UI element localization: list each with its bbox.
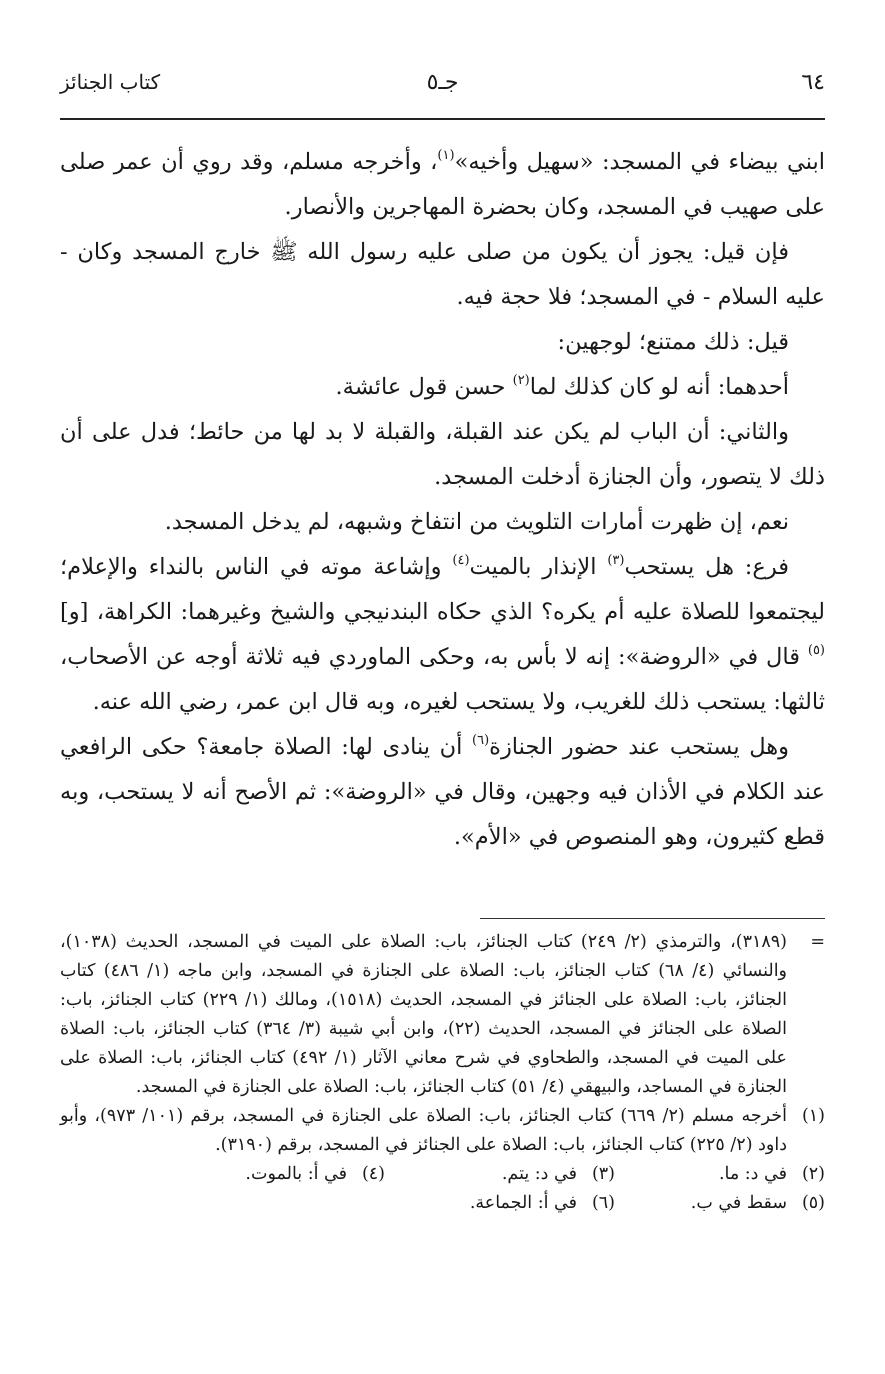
paragraph-2: فإن قيل: يجوز أن يكون من صلى عليه رسول الله ﷺ خارج المسجد وكان - عليه السلام - في المسجد؛ فلا حجة فيه.: [60, 239, 825, 310]
paragraph-1: ابني بيضاء في المسجد: «سهيل وأخيه»$^{(١)}$، وأخرجه مسلم، وقد روي أن عمر صلى على صهيب في المسجد، وكان بحضرة المهاجرين والأنصار.: [60, 148, 825, 220]
paragraph-6: نعم، إن ظهرت أمارات التلويث من انتفاخ وشبهه، لم يدخل المسجد.: [164, 509, 789, 535]
footnote-text: (٣١٨٩)، والترمذي (٢/ ٢٤٩) كتاب الجنائز، باب: الصلاة على الميت في المسجد، الحديث (١٠٣٨)، والنسائي (٤/ ٦٨) كتاب الجنائز، باب: الصلاة على الجنازة في المسجد، وابن ماجه (١/ ٤٨٦) كتاب الجنائز، باب: الصلاة على الجنائز في المسجد، الحديث (١٥١٨)، ومالك (١/ ٢٢٩) كتاب الجنائز، باب: الصلاة على الجنائز في المسجد، الحديث (٢٢)، وابن أبي شيبة (٣/ ٣٦٤) كتاب الجنائز، باب: الصلاة على الميت في المسجد، والطحاوي في شرح معاني الآثار (١/ ٤٩٢) كتاب الجنائز، باب: الصلاة على الجنازة في المساجد، والبيهقي (٤/ ٥١) كتاب الجنائز، باب: الصلاة على الجنازة في المسجد.: [60, 932, 788, 1097]
footnote-3: [385, 1160, 615, 1189]
footnote-text: سقط في ب.: [690, 1193, 787, 1213]
main-text: [60, 140, 825, 860]
footnote-2: [615, 1160, 825, 1189]
footnote-text: في أ: بالموت.: [245, 1164, 347, 1184]
volume-label: جـ٥: [426, 70, 459, 95]
running-header: [60, 70, 825, 110]
footnote-row: [60, 1160, 825, 1189]
paragraph-7: فرع: هل يستحب$^{(٣)}$ الإنذار بالميت$^{(٤)}$ وإشاعة موته في الناس بالنداء والإعلام؛ ليجتمعوا للصلاة عليه أم يكره؟ الذي حكاه البندنيجي والشيخ وغيرهما: الكراهة، [و]$^{(٥)}$ قال في «الروضة»: إنه لا بأس به، وحكى الماوردي فيه ثلاثة أوجه عن الأصحاب، ثالثها: يستحب ذلك للغريب، ولا يستحب لغيره، وبه قال ابن عمر، رضي الله عنه.: [60, 553, 825, 715]
paragraph-8: وهل يستحب عند حضور الجنازة$^{(٦)}$ أن ينادى لها: الصلاة جامعة؟ حكى الرافعي عند الكلام في الأذان فيه وجهين، وقال في «الروضة»: ثم الأصح أنه لا يستحب، وبه قطع كثيرون، وهو المنصوص في «الأم».: [60, 733, 825, 850]
footnote-6: [385, 1189, 615, 1218]
paragraph-4: أحدهما: أنه لو كان كذلك لما$^{(٢)}$ حسن قول عائشة.: [335, 373, 789, 400]
footnote-ref-4[interactable]: (٤): [452, 553, 470, 568]
footnote-mark: (٥): [801, 1193, 825, 1213]
footnote-mark: (١): [801, 1106, 825, 1126]
footnote-1: [60, 1102, 825, 1160]
footnote-mark: (٣): [591, 1164, 615, 1184]
footnote-4: [145, 1160, 385, 1189]
footnote-text: في د: يتم.: [501, 1164, 577, 1184]
footnote-separator: [480, 918, 825, 919]
footnote-ref-3[interactable]: (٣): [607, 553, 625, 568]
footnote-continued: [60, 928, 825, 1102]
footnote-5: [615, 1189, 825, 1218]
header-rule: [60, 118, 825, 120]
footnote-text: في أ: الجماعة.: [469, 1193, 577, 1213]
book-title: كتاب الجنائز: [60, 70, 161, 94]
paragraph-3: قيل: ذلك ممتنع؛ لوجهين:: [557, 329, 789, 355]
footnote-row: [60, 1189, 825, 1218]
footnote-mark: (٤): [361, 1164, 385, 1184]
paragraph-5: والثاني: أن الباب لم يكن عند القبلة، والقبلة لا بد لها من حائط؛ فدل على أن ذلك لا يتصور، وأن الجنازة أدخلت المسجد.: [60, 419, 825, 490]
footnote-text: أخرجه مسلم (٢/ ٦٦٩) كتاب الجنائز، باب: الصلاة على الجنازة في المسجد، برقم (١٠١/ ٩٧٣)، وأبو داود (٢/ ٢٢٥) كتاب الجنائز، باب: الصلاة على الجنائز في المسجد، برقم (٣١٩٠).: [60, 1106, 787, 1155]
footnote-mark: (٦): [591, 1193, 615, 1213]
footnote-ref-6[interactable]: (٦): [472, 733, 490, 748]
footnote-mark: =: [810, 932, 825, 952]
footnote-ref-5[interactable]: (٥): [807, 643, 825, 658]
footnote-mark: (٢): [801, 1164, 825, 1184]
footnote-ref-2[interactable]: (٢): [512, 373, 530, 388]
footnotes: [60, 928, 825, 1218]
footnote-text: في د: ما.: [718, 1164, 787, 1184]
footnote-ref-1[interactable]: (١): [437, 148, 455, 163]
page-number: ٦٤: [801, 70, 825, 95]
